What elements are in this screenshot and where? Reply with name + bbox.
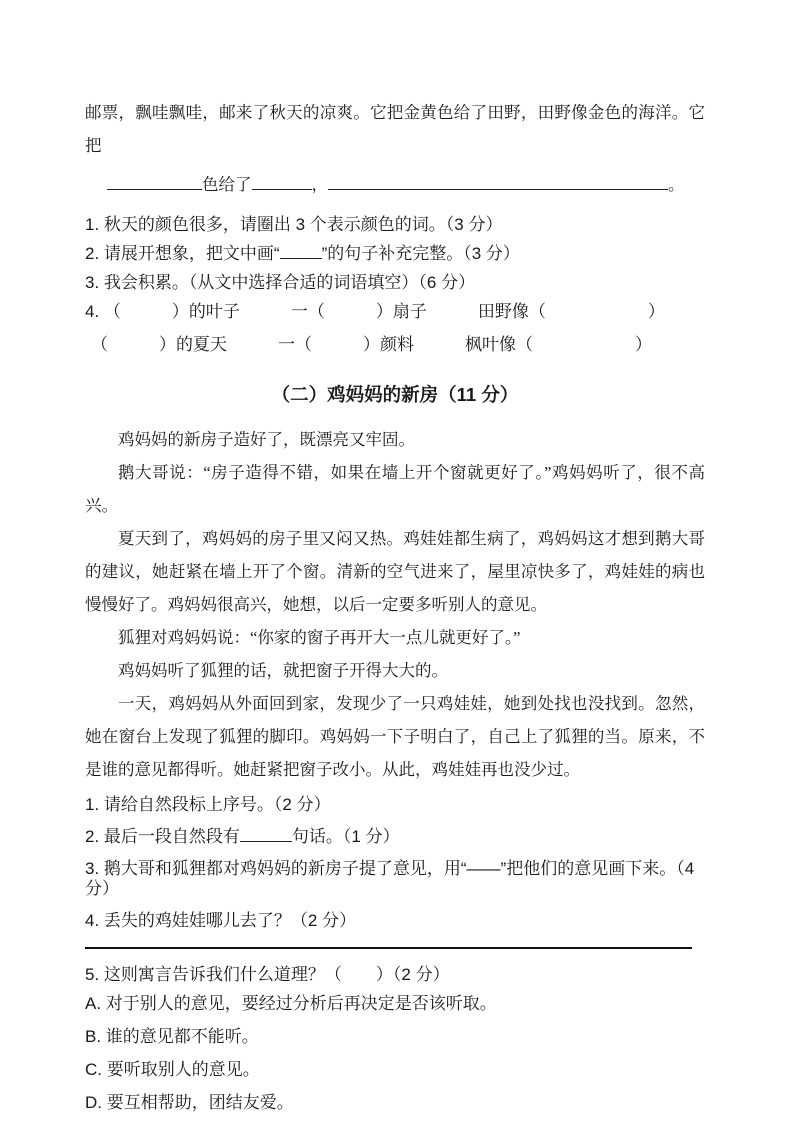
fill-in-blank-line xyxy=(85,168,705,201)
fill-text: ， xyxy=(311,175,328,194)
reading-passage xyxy=(85,423,705,786)
section-two xyxy=(85,381,705,1113)
passage-paragraph: 鹅大哥说：“房子造得不错，如果在墙上开个窗就更好了。”鸡妈妈听了，很不高兴。 xyxy=(85,463,705,515)
option-b: B. 谁的意见都不能听。 xyxy=(85,1027,259,1046)
question-2-text: ”的句子补充完整。（3 分） xyxy=(321,244,520,263)
question-2 xyxy=(85,827,705,847)
reading-questions xyxy=(85,795,705,931)
option-a: A. 对于别人的意见，要经过分析后再决定是否该听取。 xyxy=(85,994,497,1013)
question-4-row-1: 4. （ ）的叶子 一（ ）扇子 田野像（ ） xyxy=(85,302,665,321)
question-4-row-2: （ ）的夏天 一（ ）颜料 枫叶像（ ） xyxy=(91,335,652,354)
question-2-text: 句话。（1 分） xyxy=(291,827,400,846)
answer-blank xyxy=(240,838,292,842)
question-1: 1. 请给自然段标上序号。（2 分） xyxy=(85,795,331,814)
question-3: 3. 我会积累。（从文中选择合适的词语填空）（6 分） xyxy=(85,273,476,292)
passage-paragraph: 鸡妈妈听了狐狸的话，就把窗子开得大大的。 xyxy=(118,661,448,680)
question-2-text: 2. 最后一段自然段有 xyxy=(85,827,240,846)
passage-paragraph: 夏天到了，鸡妈妈的房子里又闷又热。鸡娃娃都生病了，鸡妈妈这才想到鹅大哥的建议，她赶紧在墙上开了个窗。清新的空气进来了，屋里凉快多了，鸡娃娃的病也慢慢好了。鸡妈妈很高兴，她想，以后一定要多听别人的意见。 xyxy=(85,529,705,614)
option-c: C. 要听取别人的意见。 xyxy=(85,1060,260,1079)
passage-paragraph: 一天，鸡妈妈从外面回到家，发现少了一只鸡娃娃，她到处找也没找到。忽然，她在窗台上发现了狐狸的脚印。鸡妈妈一下子明白了，自己上了狐狸的当。原来，不是谁的意见都得听。她赶紧把窗子改小。从此，鸡娃娃再也没少过。 xyxy=(85,694,705,779)
answer-blank xyxy=(328,186,668,190)
question-2 xyxy=(85,244,705,264)
passage-continuation-line: 邮票，飘哇飘哇，邮来了秋天的凉爽。它把金黄色给了田野，田野像金色的海洋。它把 xyxy=(85,103,705,155)
passage-paragraph: 鸡妈妈的新房子造好了，既漂亮又牢固。 xyxy=(118,430,415,449)
question-2-text: 2. 请展开想象，把文中画“ xyxy=(85,244,280,263)
question-3: 3. 鹅大哥和狐狸都对鸡妈妈的新房子提了意见，用“——”把他们的意见画下来。（4 分） xyxy=(85,859,695,898)
page-divider-line xyxy=(85,947,692,949)
passage-paragraph: 狐狸对鸡妈妈说：“你家的窗子再开大一点儿就更好了。” xyxy=(118,628,521,647)
fill-text: 色给了 xyxy=(202,175,252,194)
section-title: （二）鸡妈妈的新房（11 分） xyxy=(271,384,519,405)
question-5: 5. 这则寓言告诉我们什么道理？（ ）（2 分） xyxy=(85,965,450,984)
answer-blank xyxy=(280,255,322,259)
question-4: 4. 丢失的鸡娃娃哪儿去了？（2 分） xyxy=(85,911,357,930)
option-d: D. 要互相帮助，团结友爱。 xyxy=(85,1093,294,1112)
fill-text: 。 xyxy=(668,175,685,194)
section-one xyxy=(85,96,705,355)
answer-blank xyxy=(252,186,312,190)
multiple-choice-options xyxy=(85,994,705,1113)
answer-blank xyxy=(107,186,202,190)
question-1: 1. 秋天的颜色很多，请圈出 3 个表示颜色的词。（3 分） xyxy=(85,215,503,234)
